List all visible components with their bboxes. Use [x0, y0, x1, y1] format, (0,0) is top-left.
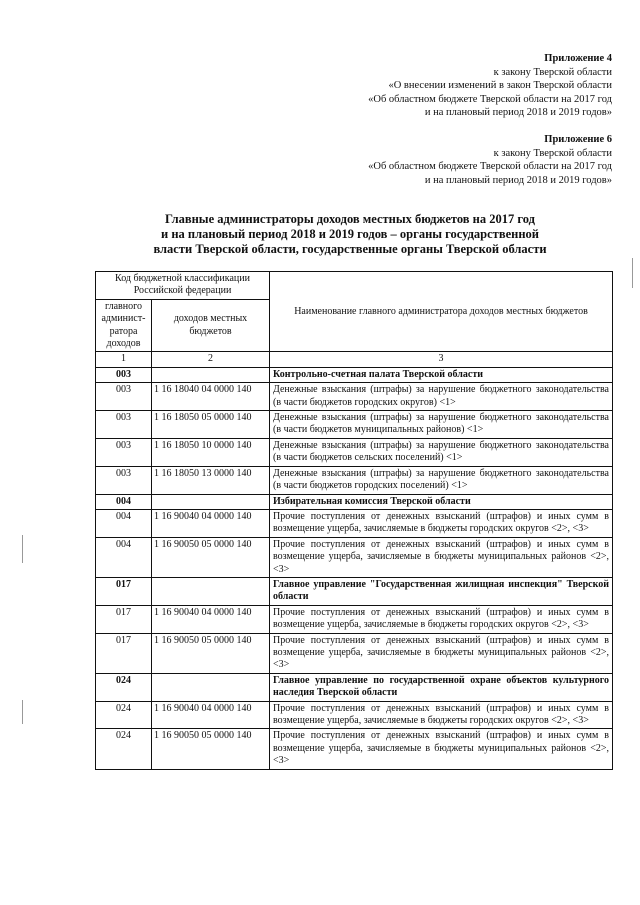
revenue-name-cell: Прочие поступления от денежных взысканий (штрафов) и иных сумм в возмещение ущерба, зачисляемые в бюджеты городских округов <2>, <3>: [270, 701, 613, 729]
column-number: 1: [96, 352, 152, 367]
table-body: [96, 367, 613, 769]
appendix-4-line: «Об областном бюджете Тверской области на 2017 год: [368, 93, 612, 105]
administrator-code-cell: 003: [96, 466, 152, 494]
revenue-name-cell: Главное управление "Государственная жилищная инспекция" Тверской области: [270, 577, 613, 605]
appendix-4-block: [368, 52, 612, 120]
scan-margin-mark: [22, 700, 23, 724]
table-row: [96, 438, 613, 466]
administrator-code-cell: 003: [96, 367, 152, 382]
revenue-code-cell: 1 16 18050 13 0000 140: [152, 466, 270, 494]
table-row: [96, 537, 613, 577]
document-title-line: Главные администраторы доходов местных бюджетов на 2017 год: [165, 212, 535, 226]
appendix-6-block: [368, 133, 612, 187]
revenue-code-cell: [152, 494, 270, 509]
administrator-code-cell: 024: [96, 729, 152, 769]
table-section-row: [96, 494, 613, 509]
appendix-4-title: Приложение 4: [544, 53, 612, 64]
revenue-code-cell: 1 16 90050 05 0000 140: [152, 633, 270, 673]
revenue-name-cell: Денежные взыскания (штрафы) за нарушение бюджетного законодательства (в части бюджетов городских поселений) <1>: [270, 466, 613, 494]
revenue-name-cell: Денежные взыскания (штрафы) за нарушение бюджетного законодательства (в части бюджетов муниципальных районов) <1>: [270, 411, 613, 439]
revenue-code-cell: [152, 367, 270, 382]
revenue-code-cell: [152, 673, 270, 701]
administrators-table: [95, 271, 613, 770]
scan-margin-mark: [22, 535, 23, 563]
header-chief-administrator: главного админист-ратора доходов: [96, 299, 152, 352]
document-title-line: и на плановый период 2018 и 2019 годов – органы государственной: [161, 227, 539, 241]
table-section-row: [96, 673, 613, 701]
header-budget-classification-code: Код бюджетной классификации Российской федерации: [96, 272, 270, 300]
revenue-name-cell: Денежные взыскания (штрафы) за нарушение бюджетного законодательства (в части бюджетов сельских поселений) <1>: [270, 438, 613, 466]
table-row: [96, 729, 613, 769]
revenue-name-cell: Денежные взыскания (штрафы) за нарушение бюджетного законодательства (в части бюджетов городских округов) <1>: [270, 383, 613, 411]
administrator-code-cell: 024: [96, 673, 152, 701]
administrator-code-cell: 003: [96, 438, 152, 466]
appendix-4-line: «О внесении изменений в закон Тверской области: [388, 80, 612, 91]
appendix-4-line: к закону Тверской области: [493, 66, 612, 78]
appendix-4-line: и на плановый период 2018 и 2019 годов»: [424, 107, 612, 118]
table-row: [96, 701, 613, 729]
revenue-code-cell: 1 16 90050 05 0000 140: [152, 537, 270, 577]
revenue-code-cell: 1 16 90040 04 0000 140: [152, 701, 270, 729]
revenue-name-cell: Прочие поступления от денежных взысканий (штрафов) и иных сумм в возмещение ущерба, зачисляемые в бюджеты городских округов <2>, <3>: [270, 509, 613, 537]
scan-margin-mark: [632, 258, 633, 288]
revenue-code-cell: 1 16 90040 04 0000 140: [152, 509, 270, 537]
revenue-code-cell: 1 16 18040 04 0000 140: [152, 383, 270, 411]
administrator-code-cell: 004: [96, 494, 152, 509]
revenue-name-cell: Прочие поступления от денежных взысканий (штрафов) и иных сумм в возмещение ущерба, зачисляемые в бюджеты муниципальных районов <2>, <3>: [270, 537, 613, 577]
table-row: [96, 509, 613, 537]
table-row: [96, 466, 613, 494]
table-row: [96, 383, 613, 411]
appendix-6-line: и на плановый период 2018 и 2019 годов»: [424, 174, 612, 186]
header-administrator-name: Наименование главного администратора доходов местных бюджетов: [270, 272, 613, 352]
table-row: [96, 605, 613, 633]
administrator-code-cell: 017: [96, 577, 152, 605]
administrator-code-cell: 004: [96, 537, 152, 577]
revenue-code-cell: 1 16 18050 05 0000 140: [152, 411, 270, 439]
document-title-line: власти Тверской области, государственные органы Тверской области: [153, 242, 547, 256]
revenue-name-cell: Главное управление по государственной охране объектов культурного наследия Тверской области: [270, 673, 613, 701]
revenue-name-cell: Прочие поступления от денежных взысканий (штрафов) и иных сумм в возмещение ущерба, зачисляемые в бюджеты муниципальных районов <2>, <3>: [270, 633, 613, 673]
table-section-row: [96, 577, 613, 605]
revenue-code-cell: 1 16 90040 04 0000 140: [152, 605, 270, 633]
administrator-code-cell: 003: [96, 383, 152, 411]
revenue-name-cell: Прочие поступления от денежных взысканий (штрафов) и иных сумм в возмещение ущерба, зачисляемые в бюджеты городских округов <2>, <3>: [270, 605, 613, 633]
administrator-code-cell: 004: [96, 509, 152, 537]
administrator-code-cell: 003: [96, 411, 152, 439]
document-title: [100, 212, 600, 257]
table-section-row: [96, 367, 613, 382]
table-row: [96, 633, 613, 673]
column-number: 2: [152, 352, 270, 367]
revenue-name-cell: Избирательная комиссия Тверской области: [270, 494, 613, 509]
revenue-code-cell: [152, 577, 270, 605]
appendix-6-line: «Об областном бюджете Тверской области на 2017 год: [368, 161, 612, 172]
appendix-6-line: к закону Тверской области: [493, 147, 612, 159]
revenue-code-cell: 1 16 18050 10 0000 140: [152, 438, 270, 466]
table-row: [96, 411, 613, 439]
column-number: 3: [270, 352, 613, 367]
revenue-code-cell: 1 16 90050 05 0000 140: [152, 729, 270, 769]
administrator-code-cell: 017: [96, 605, 152, 633]
header-local-budget-revenues: доходов местных бюджетов: [152, 299, 270, 352]
administrator-code-cell: 017: [96, 633, 152, 673]
revenue-name-cell: Прочие поступления от денежных взысканий (штрафов) и иных сумм в возмещение ущерба, зачисляемые в бюджеты муниципальных районов <2>, <3>: [270, 729, 613, 769]
revenue-name-cell: Контрольно-счетная палата Тверской области: [270, 367, 613, 382]
appendix-6-title: Приложение 6: [544, 134, 612, 145]
administrator-code-cell: 024: [96, 701, 152, 729]
